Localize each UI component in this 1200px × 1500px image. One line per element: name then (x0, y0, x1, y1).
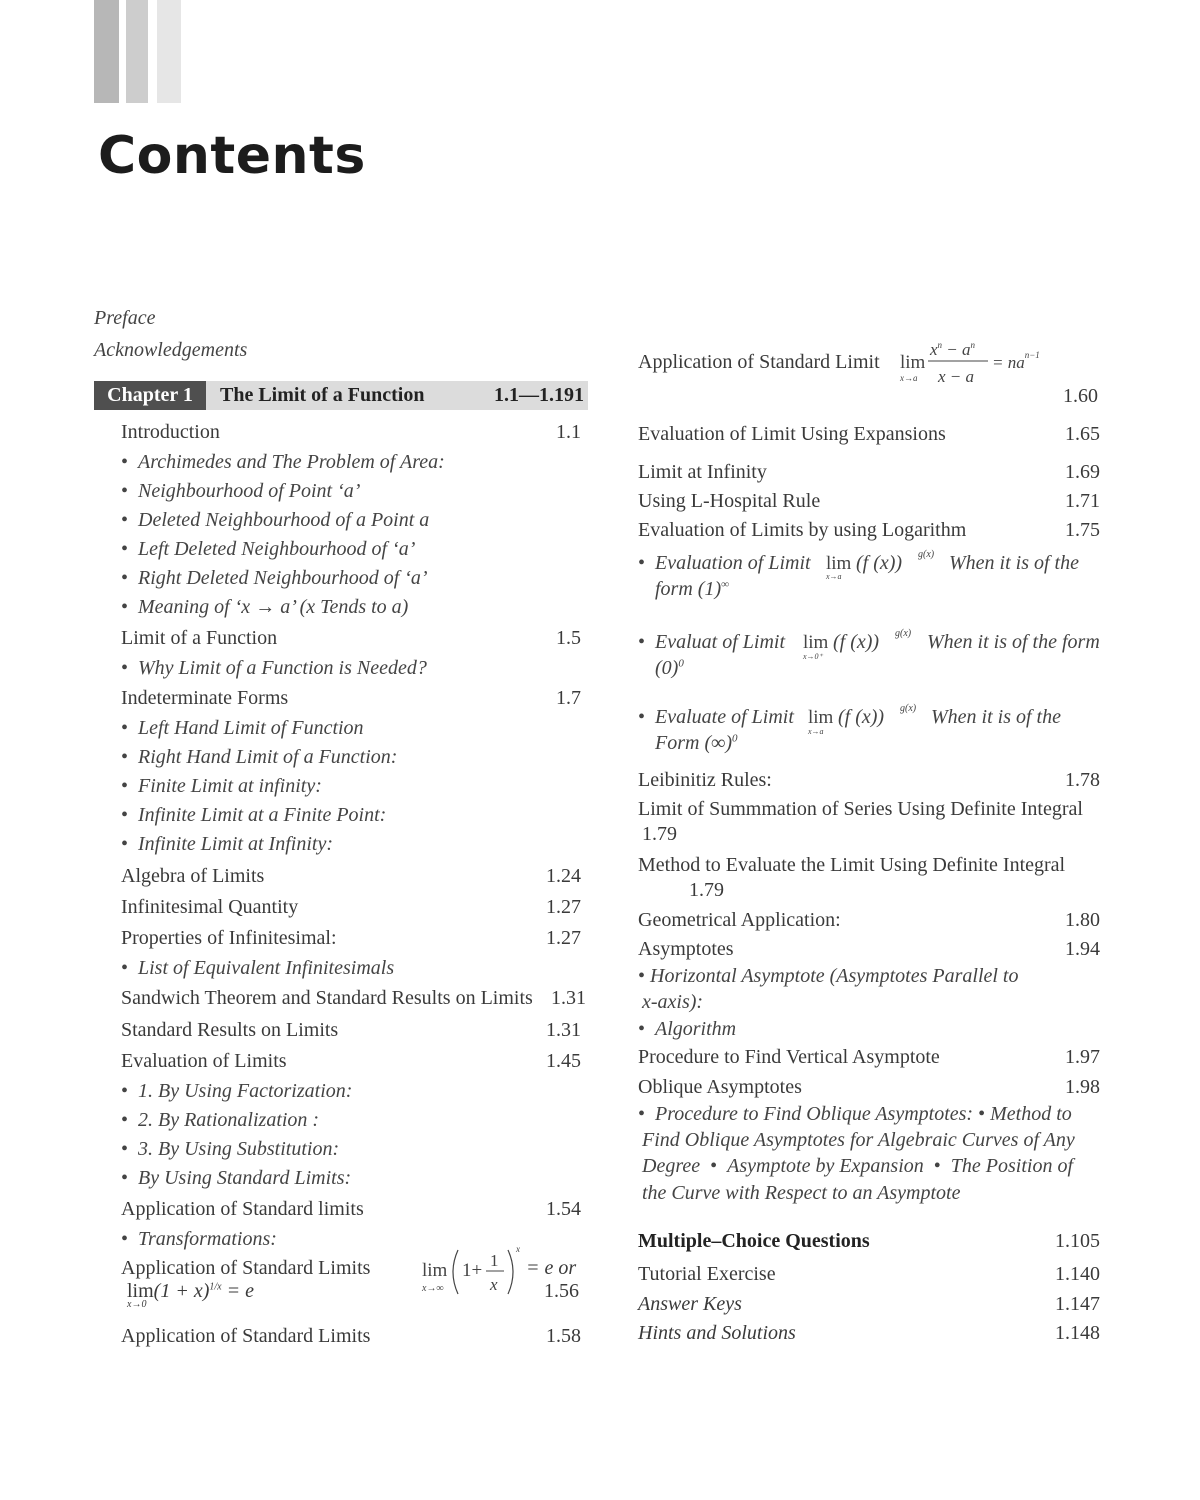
svg-text:(f (x)): (f (x)) (833, 631, 880, 653)
toc-subentry[interactable]: • Finite Limit at infinity: (121, 775, 322, 797)
toc-subentry-log-2-form: $(0)^0$ (655, 657, 684, 679)
frac-denominator: x (490, 1275, 498, 1294)
toc-subentry-oblique-line-2: Find Oblique Asymptotes for Algebraic Curves of Any (642, 1129, 1075, 1151)
bullet-icon: • (121, 509, 129, 531)
lim-text: lim (422, 1260, 448, 1281)
chapter-page-range: 1.1—1.191 (494, 384, 584, 406)
toc-subentry-log-3-form: Form (∞)$^0$ (655, 732, 738, 754)
formula-limit-e (418, 1238, 528, 1302)
bullet-icon: • (121, 717, 129, 739)
toc-entry-app-power-label[interactable]: Application of Standard Limit (638, 351, 880, 373)
bullet-icon: • (700, 1155, 728, 1177)
bullet-icon: • (638, 965, 646, 987)
svg-text:g(x): g(x) (900, 703, 917, 714)
frac-numerator: 1 (490, 1251, 499, 1270)
front-matter-acknowledgements[interactable]: Acknowledgements (94, 339, 248, 361)
bullet-icon: • (638, 1103, 646, 1125)
toc-entry-summation[interactable]: Limit of Summmation of Series Using Definite Integral (638, 798, 1083, 820)
header-bar-1 (94, 0, 119, 103)
right-paren-icon (508, 1250, 513, 1294)
one-plus: 1+ (462, 1260, 483, 1281)
result: = $na^{n-1}$ (992, 350, 1040, 372)
toc-entry-page: 1.79 (689, 879, 724, 901)
toc-subentry-log-1-tail: When it is of the (949, 552, 1079, 574)
formula-lim-fx-gx-inf (806, 699, 930, 737)
toc-subentry-log-3[interactable]: • Evaluate of Limit (638, 706, 794, 728)
bullet-icon: • (121, 957, 129, 979)
toc-subentry[interactable]: • 2. By Rationalization : (121, 1109, 320, 1131)
toc-subentry-oblique-line-4: the Curve with Respect to an Asymptote (642, 1182, 961, 1204)
svg-text:g(x): g(x) (918, 549, 935, 560)
toc-subentry[interactable]: • Infinite Limit at a Finite Point: (121, 804, 387, 826)
header-bar-2 (126, 0, 148, 103)
toc-entry-page: 1.1 (556, 421, 581, 443)
bullet-icon: • (121, 1228, 129, 1250)
svg-text:(f (x)): (f (x)) (856, 552, 903, 574)
toc-subentry[interactable]: • Transformations: (121, 1228, 277, 1250)
lim-text: lim (900, 352, 926, 373)
formula-lim-fx-gx-0 (801, 624, 925, 662)
bullet-icon: • (923, 1155, 951, 1177)
bullet-icon: • (121, 1138, 129, 1160)
bullet-icon: • (638, 552, 646, 574)
toc-subentry[interactable]: • Right Deleted Neighbourhood of ‘a’ (121, 567, 428, 589)
lim-subscript: x→a (900, 373, 918, 383)
toc-subentry-log-2-tail: When it is of the form (927, 631, 1100, 653)
svg-text:lim: lim (826, 553, 852, 574)
toc-subentry[interactable]: • Meaning of ‘x → a’ (x Tends to a) (121, 596, 409, 618)
exponent: x (516, 1244, 520, 1254)
frac-numerator: $x^n - a^n$ (930, 340, 976, 359)
toc-subentry-log-3-tail: When it is of the (931, 706, 1061, 728)
chapter-number[interactable]: Chapter 1 (94, 381, 206, 410)
formula-equals-e: = e or (526, 1257, 577, 1279)
toc-subentry-horizontal[interactable]: • Horizontal Asymptote (Asymptotes Parallel to (638, 965, 1019, 987)
bullet-icon: • (638, 631, 646, 653)
svg-text:x→0⁺: x→0⁺ (803, 652, 823, 661)
chapter-title[interactable]: The Limit of a Function (220, 384, 425, 406)
bullet-icon: • (121, 746, 129, 768)
toc-subentry[interactable]: • Right Hand Limit of a Function: (121, 746, 398, 768)
bullet-icon: • (973, 1103, 991, 1125)
toc-subentry-horizontal-cont: x-axis): (642, 991, 704, 1013)
left-paren-icon (453, 1250, 458, 1294)
bullet-icon: • (121, 1080, 129, 1102)
bullet-icon: • (121, 451, 129, 473)
toc-entry-label: Introduction (121, 421, 220, 443)
bullet-icon: • (121, 567, 129, 589)
toc-entry-page: 1.60 (1063, 385, 1098, 407)
formula-lim-fx-gx (824, 545, 946, 581)
toc-subentry-algorithm[interactable]: • Algorithm (638, 1018, 737, 1040)
toc-subentry[interactable]: • Infinite Limit at Infinity: (121, 833, 333, 855)
toc-subentry[interactable]: • Deleted Neighbourhood of a Point a (121, 509, 430, 531)
toc-subentry[interactable]: • Neighbourhood of Point ‘a’ (121, 480, 361, 502)
svg-text:g(x): g(x) (895, 628, 912, 639)
svg-text:lim: lim (808, 707, 834, 728)
formula-limit-1x: $\lim(1 + x)^{1/x} = e$ (127, 1280, 254, 1302)
front-matter-preface[interactable]: Preface (94, 307, 156, 329)
toc-subentry-log-2[interactable]: • Evaluat of Limit (638, 631, 785, 653)
toc-subentry[interactable]: • Archimedes and The Problem of Area: (121, 451, 445, 473)
toc-entry-app-limits-e-label[interactable]: Application of Standard Limits (121, 1257, 371, 1279)
formula-power-limit (896, 336, 1060, 390)
toc-subentry-oblique-line-1[interactable]: • Procedure to Find Oblique Asymptotes: • Method to (638, 1103, 1072, 1125)
toc-subentry[interactable]: • Left Deleted Neighbourhood of ‘a’ (121, 538, 416, 560)
toc-subentry[interactable]: • By Using Standard Limits: (121, 1167, 352, 1189)
svg-text:(f (x)): (f (x)) (838, 706, 885, 728)
toc-entry-page: 1.79 (642, 823, 677, 845)
svg-text:x→a: x→a (826, 572, 842, 581)
bullet-icon: • (121, 833, 129, 855)
bullet-icon: • (121, 596, 129, 618)
toc-subentry[interactable]: • 1. By Using Factorization: (121, 1080, 353, 1102)
bullet-icon: • (121, 775, 129, 797)
formula-limit-1x-sub: x→0 (127, 1299, 147, 1310)
toc-entry-page: 1.56 (544, 1280, 579, 1302)
bullet-icon: • (121, 657, 129, 679)
toc-subentry-log-1[interactable]: • Evaluation of Limit (638, 552, 811, 574)
page-title: Contents (98, 126, 366, 186)
bullet-icon: • (121, 480, 129, 502)
header-bar-3 (157, 0, 181, 103)
bullet-icon: • (121, 804, 129, 826)
toc-subentry[interactable]: • Left Hand Limit of Function (121, 717, 364, 739)
svg-text:x→a: x→a (808, 727, 824, 736)
toc-subentry[interactable]: • 3. By Using Substitution: (121, 1138, 340, 1160)
toc-subentry-log-1-form: form (1)∞ (655, 578, 729, 600)
bullet-icon: • (638, 1018, 646, 1040)
bullet-icon: • (121, 538, 129, 560)
toc-subentry[interactable]: • Why Limit of a Function is Needed? (121, 657, 427, 679)
toc-subentry[interactable]: • List of Equivalent Infinitesimals (121, 957, 395, 979)
toc-entry-method-definite[interactable]: Method to Evaluate the Limit Using Definite Integral (638, 854, 1066, 876)
toc-subentry-oblique-line-3: Degree • Asymptote by Expansion • The Position of (642, 1155, 1074, 1177)
svg-text:lim: lim (803, 632, 829, 653)
lim-subscript: x→∞ (422, 1283, 444, 1294)
bullet-icon: • (638, 706, 646, 728)
bullet-icon: • (121, 1109, 129, 1131)
bullet-icon: • (121, 1167, 129, 1189)
frac-denominator: x − a (938, 367, 975, 386)
